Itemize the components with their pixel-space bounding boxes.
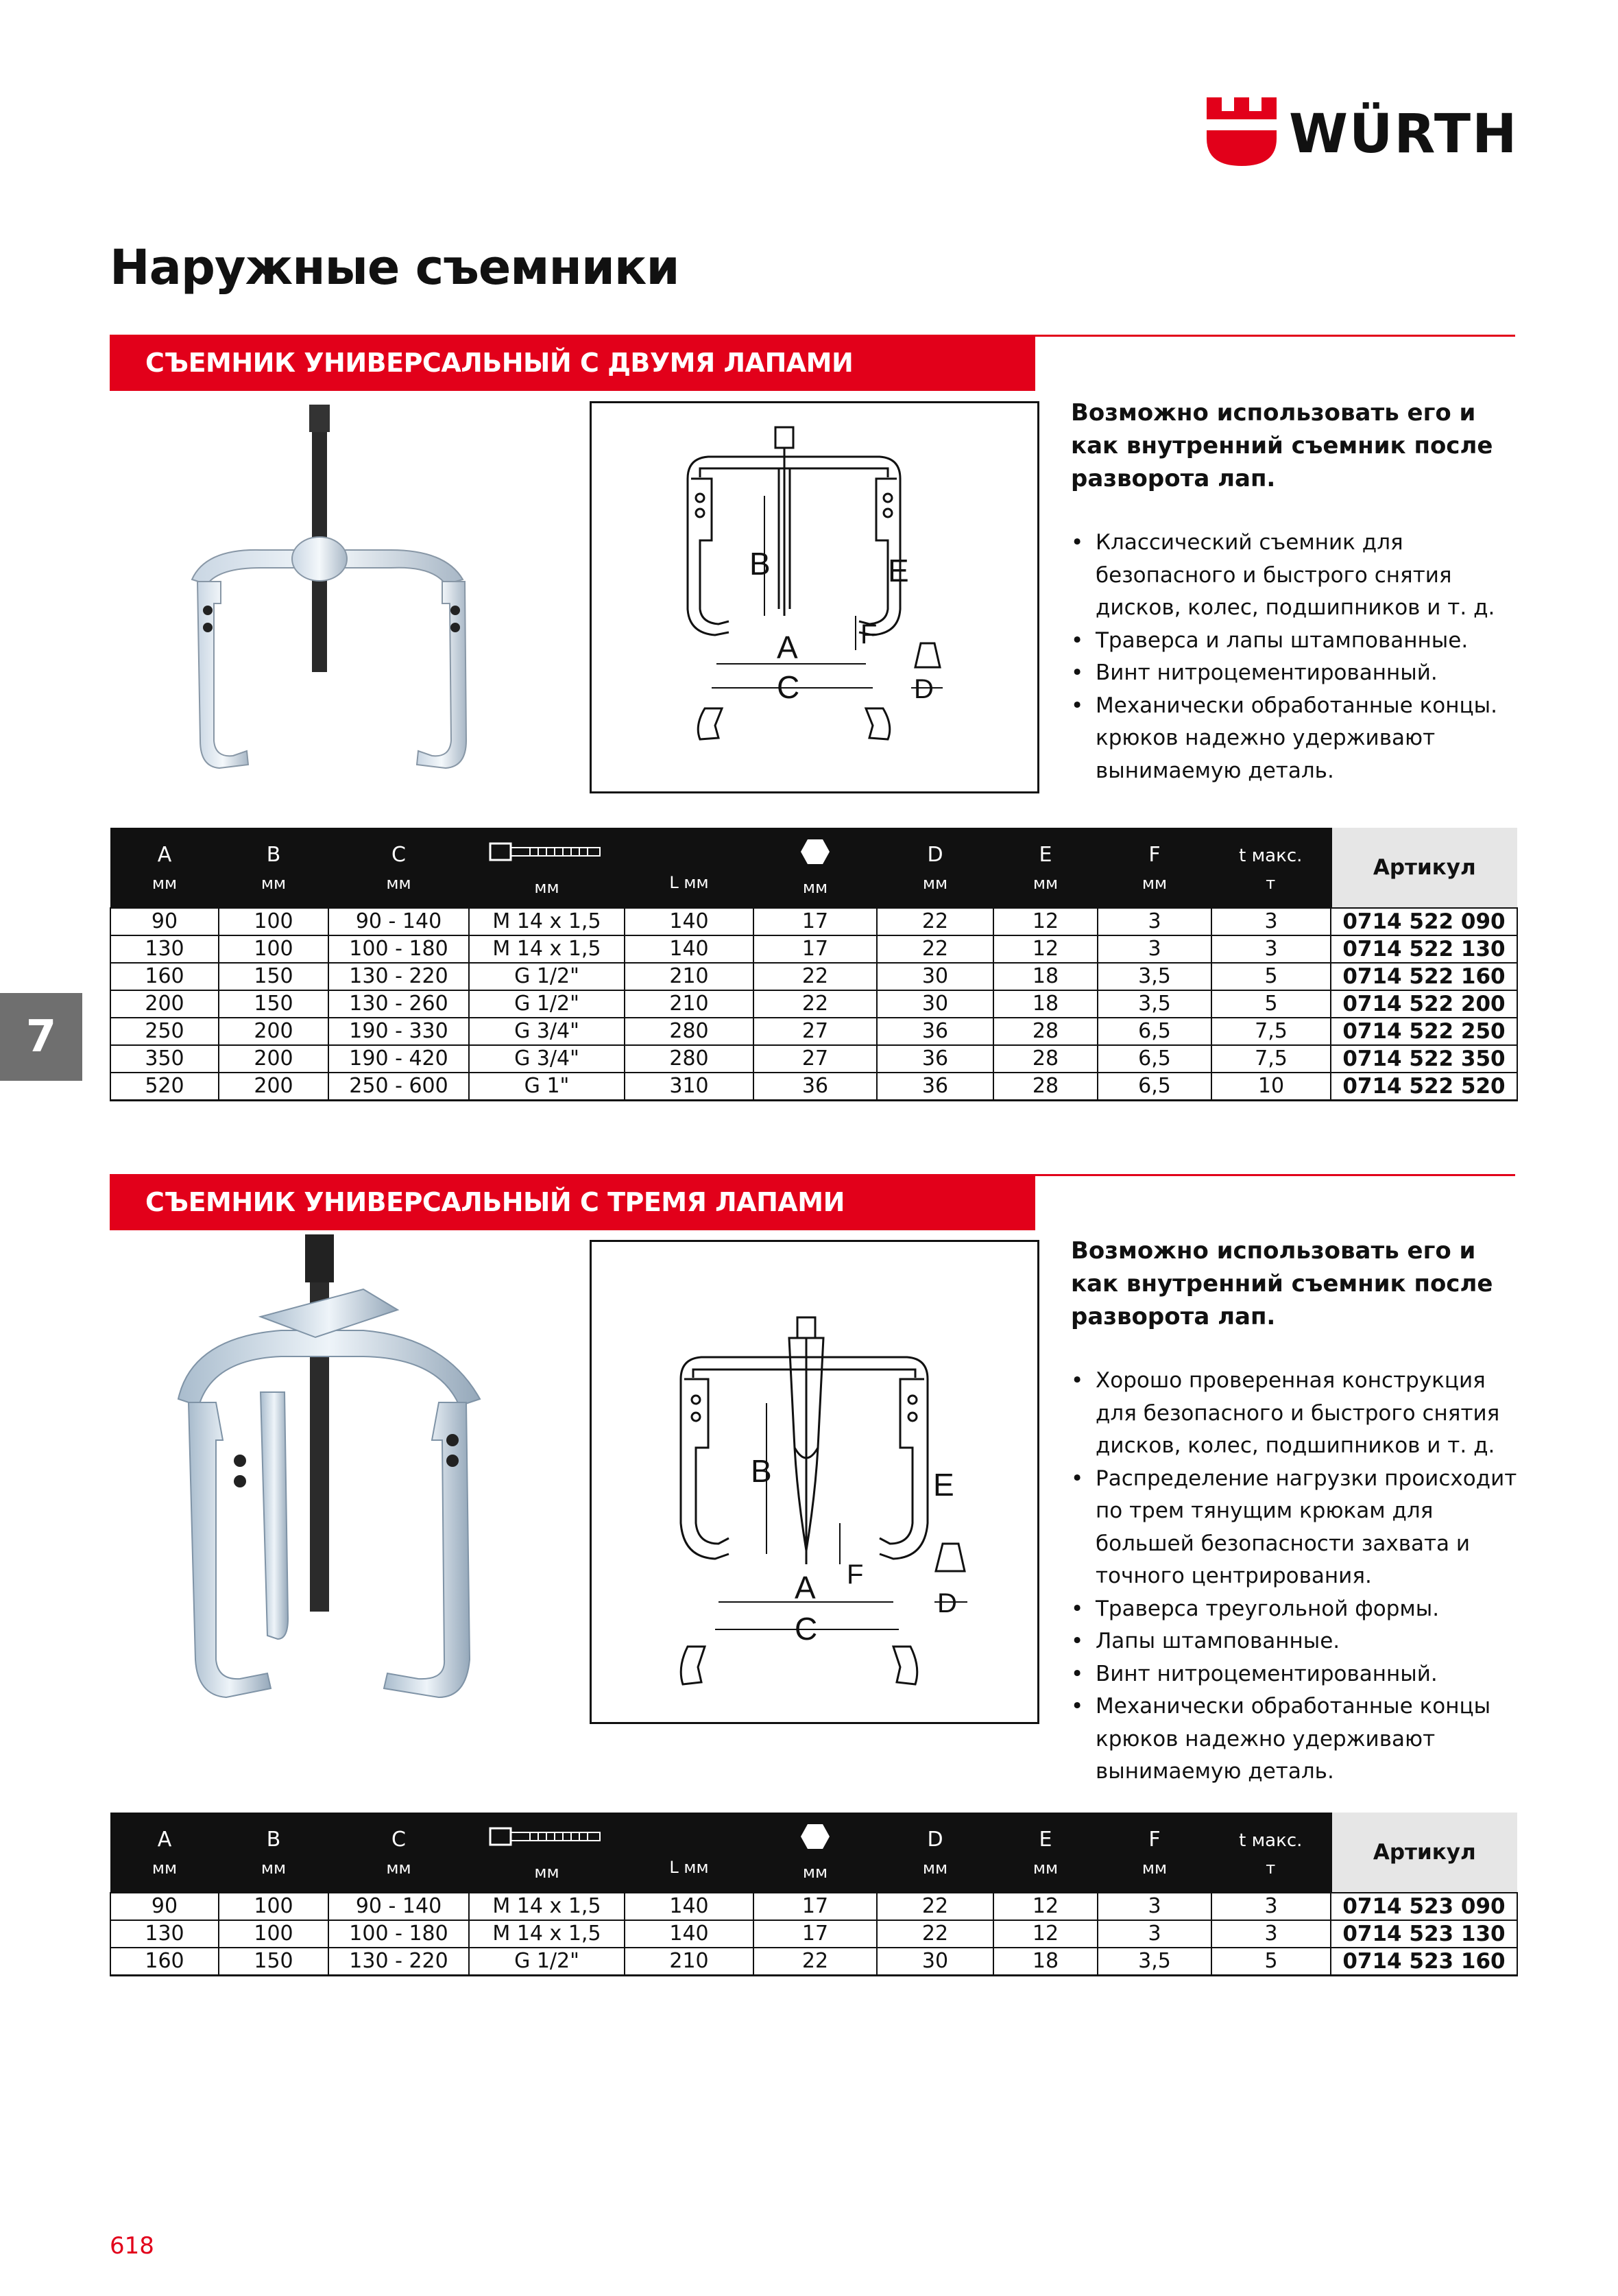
table-cell: 7,5 bbox=[1211, 1045, 1331, 1073]
wurth-logo-mark bbox=[1207, 97, 1277, 166]
table-row bbox=[110, 1948, 1517, 1976]
section-lead: Возможно использовать его и как внутренний съемник после разворота лап. bbox=[1071, 399, 1493, 492]
table-cell: 100 - 180 bbox=[328, 935, 469, 963]
table-cell: 90 bbox=[110, 908, 219, 935]
table-cell: 17 bbox=[753, 935, 877, 963]
table-cell: 90 - 140 bbox=[328, 1893, 469, 1920]
dimension-drawing bbox=[592, 403, 1037, 791]
table-cell: 5 bbox=[1211, 963, 1331, 990]
table-cell: 130 bbox=[110, 935, 219, 963]
table-cell: 17 bbox=[753, 1893, 877, 1920]
table-cell: 22 bbox=[753, 963, 877, 990]
label-a: A bbox=[777, 630, 798, 665]
label-c: C bbox=[795, 1611, 818, 1647]
table-cell: 10 bbox=[1211, 1073, 1331, 1101]
article-number-cell[interactable]: 0714 522 130 bbox=[1331, 935, 1517, 963]
label-e: E bbox=[888, 553, 909, 588]
table-cell: 22 bbox=[877, 1920, 993, 1948]
thread-screw-icon bbox=[489, 838, 605, 865]
table-cell: 140 bbox=[625, 935, 753, 963]
article-number-cell[interactable]: 0714 522 090 bbox=[1331, 908, 1517, 935]
table-cell: 140 bbox=[625, 1893, 753, 1920]
table-cell: 210 bbox=[625, 1948, 753, 1976]
section-divider bbox=[1035, 335, 1515, 337]
table-cell: 150 bbox=[219, 990, 328, 1018]
col-header-tmax: t макс. т bbox=[1211, 828, 1331, 908]
chapter-tab[interactable]: 7 bbox=[0, 993, 82, 1081]
col-header-hex: мм bbox=[753, 1813, 877, 1893]
table-cell: 520 bbox=[110, 1073, 219, 1101]
feature-item: • Винт нитроцементированный. bbox=[1071, 657, 1523, 690]
spec-table-body bbox=[110, 1893, 1517, 1976]
table-cell: 27 bbox=[753, 1018, 877, 1045]
label-a: A bbox=[795, 1570, 816, 1605]
table-cell: 6,5 bbox=[1098, 1045, 1211, 1073]
hexagon-icon bbox=[800, 838, 830, 865]
three-jaw-diagram bbox=[590, 1240, 1039, 1724]
table-row bbox=[110, 963, 1517, 990]
section-lead: Возможно использовать его и как внутренний съемник после разворота лап. bbox=[1071, 1237, 1493, 1330]
col-header-e: E мм bbox=[993, 1813, 1098, 1893]
col-header-d: D мм bbox=[877, 1813, 993, 1893]
table-cell: 30 bbox=[877, 990, 993, 1018]
col-header-b: B мм bbox=[219, 1813, 328, 1893]
page-number: 618 bbox=[110, 2232, 154, 2260]
table-cell: 90 - 140 bbox=[328, 908, 469, 935]
thread-screw-icon bbox=[489, 1823, 605, 1850]
table-cell: G 1/2" bbox=[469, 990, 625, 1018]
section-header-bar bbox=[110, 335, 1035, 391]
table-cell: 18 bbox=[993, 963, 1098, 990]
table-cell: 250 - 600 bbox=[328, 1073, 469, 1101]
table-header-row bbox=[110, 828, 1517, 908]
table-cell: 130 bbox=[110, 1920, 219, 1948]
feature-item: • Классический съемник для безопасного и быстрого снятия дисков, колес, подшипников и т. д. bbox=[1071, 527, 1523, 625]
feature-item: • Лапы штампованные. bbox=[1071, 1625, 1523, 1658]
table-cell: 3 bbox=[1098, 935, 1211, 963]
table-cell: 160 bbox=[110, 963, 219, 990]
table-cell: 3 bbox=[1098, 908, 1211, 935]
col-header-length: L мм bbox=[625, 1813, 753, 1893]
col-header-a: A мм bbox=[110, 828, 219, 908]
col-header-tmax: t макс. т bbox=[1211, 1813, 1331, 1893]
table-cell: 22 bbox=[877, 935, 993, 963]
table-cell: 12 bbox=[993, 1893, 1098, 1920]
section-title: СЪЕМНИК УНИВЕРСАЛЬНЫЙ С ДВУМЯ ЛАПАМИ bbox=[145, 348, 854, 378]
col-header-thread: мм bbox=[469, 828, 625, 908]
table-row bbox=[110, 1893, 1517, 1920]
table-cell: 280 bbox=[625, 1045, 753, 1073]
table-cell: 140 bbox=[625, 1920, 753, 1948]
table-cell: M 14 x 1,5 bbox=[469, 1893, 625, 1920]
article-number-cell[interactable]: 0714 522 250 bbox=[1331, 1018, 1517, 1045]
table-cell: G 1/2" bbox=[469, 1948, 625, 1976]
section-header-bar bbox=[110, 1174, 1035, 1230]
table-cell: 36 bbox=[753, 1073, 877, 1101]
table-cell: 27 bbox=[753, 1045, 877, 1073]
label-b: B bbox=[749, 546, 771, 582]
table-cell: 160 bbox=[110, 1948, 219, 1976]
article-number-cell[interactable]: 0714 522 520 bbox=[1331, 1073, 1517, 1101]
table-cell: 200 bbox=[219, 1073, 328, 1101]
table-cell: 190 - 330 bbox=[328, 1018, 469, 1045]
table-row bbox=[110, 908, 1517, 935]
table-cell: M 14 x 1,5 bbox=[469, 1920, 625, 1948]
table-cell: 210 bbox=[625, 990, 753, 1018]
table-row bbox=[110, 1073, 1517, 1101]
table-cell: 3,5 bbox=[1098, 963, 1211, 990]
table-cell: 210 bbox=[625, 963, 753, 990]
table-cell: 280 bbox=[625, 1018, 753, 1045]
feature-list bbox=[1071, 1365, 1523, 1789]
spec-table bbox=[110, 828, 1518, 1101]
table-header-row bbox=[110, 1813, 1517, 1893]
table-cell: 36 bbox=[877, 1045, 993, 1073]
table-cell: 3 bbox=[1211, 1893, 1331, 1920]
table-cell: 3,5 bbox=[1098, 1948, 1211, 1976]
col-header-article: Артикул bbox=[1331, 1813, 1517, 1893]
table-cell: 22 bbox=[753, 990, 877, 1018]
col-header-article: Артикул bbox=[1331, 828, 1517, 908]
table-cell: 310 bbox=[625, 1073, 753, 1101]
col-header-f: F мм bbox=[1098, 1813, 1211, 1893]
col-header-e: E мм bbox=[993, 828, 1098, 908]
label-c: C bbox=[777, 669, 800, 705]
table-cell: M 14 x 1,5 bbox=[469, 908, 625, 935]
table-cell: 3,5 bbox=[1098, 990, 1211, 1018]
article-number-cell[interactable]: 0714 522 350 bbox=[1331, 1045, 1517, 1073]
table-cell: 200 bbox=[219, 1045, 328, 1073]
table-cell: 17 bbox=[753, 908, 877, 935]
table-cell: 250 bbox=[110, 1018, 219, 1045]
table-cell: 28 bbox=[993, 1018, 1098, 1045]
table-cell: 22 bbox=[877, 1893, 993, 1920]
col-header-f: F мм bbox=[1098, 828, 1211, 908]
table-row bbox=[110, 990, 1517, 1018]
label-e: E bbox=[933, 1467, 954, 1503]
table-cell: 130 - 220 bbox=[328, 1948, 469, 1976]
table-cell: G 3/4" bbox=[469, 1018, 625, 1045]
label-f: F bbox=[860, 619, 878, 649]
label-d: D bbox=[937, 1588, 957, 1618]
table-cell: 3 bbox=[1098, 1920, 1211, 1948]
table-cell: 5 bbox=[1211, 1948, 1331, 1976]
table-cell: 100 bbox=[219, 1893, 328, 1920]
col-header-c: C мм bbox=[328, 1813, 469, 1893]
table-cell: 3 bbox=[1211, 1920, 1331, 1948]
table-cell: 12 bbox=[993, 908, 1098, 935]
table-cell: 30 bbox=[877, 963, 993, 990]
spec-table bbox=[110, 1813, 1518, 1976]
table-cell: 130 - 220 bbox=[328, 963, 469, 990]
table-cell: 100 bbox=[219, 935, 328, 963]
label-d: D bbox=[914, 674, 934, 704]
spec-table-body bbox=[110, 908, 1517, 1101]
table-cell: 130 - 260 bbox=[328, 990, 469, 1018]
table-cell: 28 bbox=[993, 1073, 1098, 1101]
feature-list bbox=[1071, 527, 1523, 787]
table-cell: 5 bbox=[1211, 990, 1331, 1018]
table-cell: 12 bbox=[993, 935, 1098, 963]
article-number-cell[interactable]: 0714 522 200 bbox=[1331, 990, 1517, 1018]
table-cell: 36 bbox=[877, 1018, 993, 1045]
table-cell: 3 bbox=[1211, 908, 1331, 935]
section-title: СЪЕМНИК УНИВЕРСАЛЬНЫЙ С ТРЕМЯ ЛАПАМИ bbox=[145, 1187, 845, 1217]
table-cell: 36 bbox=[877, 1073, 993, 1101]
two-jaw-diagram bbox=[590, 401, 1039, 793]
table-cell: 200 bbox=[110, 990, 219, 1018]
table-cell: 100 bbox=[219, 1920, 328, 1948]
table-cell: 350 bbox=[110, 1045, 219, 1073]
table-cell: 150 bbox=[219, 963, 328, 990]
feature-item: • Механически обработанные концы крюков надежно удерживают вынимаемую деталь. bbox=[1071, 1690, 1523, 1789]
label-f: F bbox=[847, 1559, 864, 1590]
table-cell: G 3/4" bbox=[469, 1045, 625, 1073]
table-cell: 18 bbox=[993, 1948, 1098, 1976]
feature-item: • Механически обработанные концы. крюков надежно удерживают вынимаемую деталь. bbox=[1071, 690, 1523, 788]
table-cell: 3 bbox=[1211, 935, 1331, 963]
article-number-cell[interactable]: 0714 523 090 bbox=[1331, 1893, 1517, 1920]
col-header-length: L мм bbox=[625, 828, 753, 908]
feature-item: • Траверса и лапы штампованные. bbox=[1071, 625, 1523, 658]
label-b: B bbox=[751, 1453, 772, 1489]
feature-item: • Траверса треугольной формы. bbox=[1071, 1593, 1523, 1626]
table-cell: 18 bbox=[993, 990, 1098, 1018]
table-cell: 140 bbox=[625, 908, 753, 935]
article-number-cell[interactable]: 0714 522 160 bbox=[1331, 963, 1517, 990]
col-header-hex: мм bbox=[753, 828, 877, 908]
feature-item: • Винт нитроцементированный. bbox=[1071, 1658, 1523, 1691]
hexagon-icon bbox=[800, 1823, 830, 1850]
table-cell: 90 bbox=[110, 1893, 219, 1920]
table-cell: 150 bbox=[219, 1948, 328, 1976]
feature-item: • Распределение нагрузки происходит по трем тянущим крюкам для большей безопасности захвата и точного центрирования. bbox=[1071, 1463, 1523, 1593]
table-cell: 22 bbox=[877, 908, 993, 935]
col-header-d: D мм bbox=[877, 828, 993, 908]
table-cell: 100 - 180 bbox=[328, 1920, 469, 1948]
table-row bbox=[110, 1018, 1517, 1045]
two-jaw-puller-photo bbox=[165, 405, 507, 796]
table-cell: 6,5 bbox=[1098, 1018, 1211, 1045]
table-cell: 200 bbox=[219, 1018, 328, 1045]
dimension-drawing bbox=[592, 1242, 1037, 1722]
article-number-cell[interactable]: 0714 523 160 bbox=[1331, 1948, 1517, 1976]
table-cell: G 1/2" bbox=[469, 963, 625, 990]
table-row bbox=[110, 1920, 1517, 1948]
section-divider bbox=[1035, 1174, 1515, 1176]
table-cell: 22 bbox=[753, 1948, 877, 1976]
col-header-a: A мм bbox=[110, 1813, 219, 1893]
col-header-thread: мм bbox=[469, 1813, 625, 1893]
table-cell: G 1" bbox=[469, 1073, 625, 1101]
table-cell: 100 bbox=[219, 908, 328, 935]
logo-text: WÜRTH bbox=[1289, 104, 1519, 165]
col-header-c: C мм bbox=[328, 828, 469, 908]
col-header-b: B мм bbox=[219, 828, 328, 908]
three-jaw-puller-photo bbox=[158, 1234, 528, 1714]
article-number-cell[interactable]: 0714 523 130 bbox=[1331, 1920, 1517, 1948]
table-cell: 30 bbox=[877, 1948, 993, 1976]
table-row bbox=[110, 1045, 1517, 1073]
table-cell: 12 bbox=[993, 1920, 1098, 1948]
table-cell: 28 bbox=[993, 1045, 1098, 1073]
feature-item: • Хорошо проверенная конструкция для безопасного и быстрого снятия дисков, колес, подшипников и т. д. bbox=[1071, 1365, 1523, 1463]
table-cell: 17 bbox=[753, 1920, 877, 1948]
table-row bbox=[110, 935, 1517, 963]
page-title: Наружные съемники bbox=[110, 239, 679, 296]
table-cell: 3 bbox=[1098, 1893, 1211, 1920]
table-cell: 6,5 bbox=[1098, 1073, 1211, 1101]
table-cell: 7,5 bbox=[1211, 1018, 1331, 1045]
table-cell: 190 - 420 bbox=[328, 1045, 469, 1073]
table-cell: M 14 x 1,5 bbox=[469, 935, 625, 963]
